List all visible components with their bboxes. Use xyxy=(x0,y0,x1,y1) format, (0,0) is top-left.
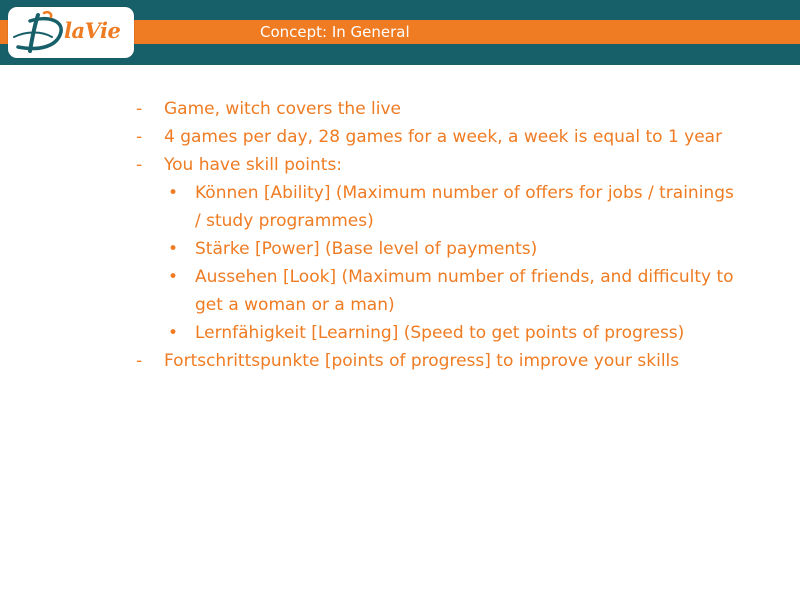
list-item-text: 4 games per day, 28 games for a week, a week is equal to 1 year xyxy=(164,127,723,147)
list-item xyxy=(136,151,756,179)
dash-marker: - xyxy=(136,351,143,371)
logo xyxy=(8,7,134,58)
bullet-marker: • xyxy=(168,267,179,287)
list-item xyxy=(136,123,756,151)
sub-list-item xyxy=(136,263,756,319)
dash-marker: - xyxy=(136,127,143,147)
list-item xyxy=(136,347,756,375)
list-item-text: Fortschrittspunkte [points of progress] to improve your skills xyxy=(164,351,680,371)
list-item xyxy=(136,95,756,123)
sub-list-item-text: Können [Ability] (Maximum number of offers for jobs / trainings / study programmes) xyxy=(195,183,734,231)
dash-marker: - xyxy=(136,99,143,119)
bullet-marker: • xyxy=(168,323,179,343)
bullet-marker: • xyxy=(168,183,179,203)
bullet-marker: • xyxy=(168,239,179,259)
sub-list-item xyxy=(136,179,756,235)
sub-list-item xyxy=(136,235,756,263)
logo-text: laVie xyxy=(64,18,121,43)
sub-list-item xyxy=(136,319,756,347)
dash-marker: - xyxy=(136,155,143,175)
list-item-text: You have skill points: xyxy=(164,155,343,175)
sub-list-item-text: Aussehen [Look] (Maximum number of friends, and difficulty to get a woman or a man) xyxy=(195,267,734,315)
sub-list-item-text: Lernfähigkeit [Learning] (Speed to get points of progress) xyxy=(195,323,685,343)
slide-title: Concept: In General xyxy=(260,23,410,41)
sub-list-item-text: Stärke [Power] (Base level of payments) xyxy=(195,239,538,259)
list-item-text: Game, witch covers the live xyxy=(164,99,402,119)
bullet-list xyxy=(136,95,756,375)
